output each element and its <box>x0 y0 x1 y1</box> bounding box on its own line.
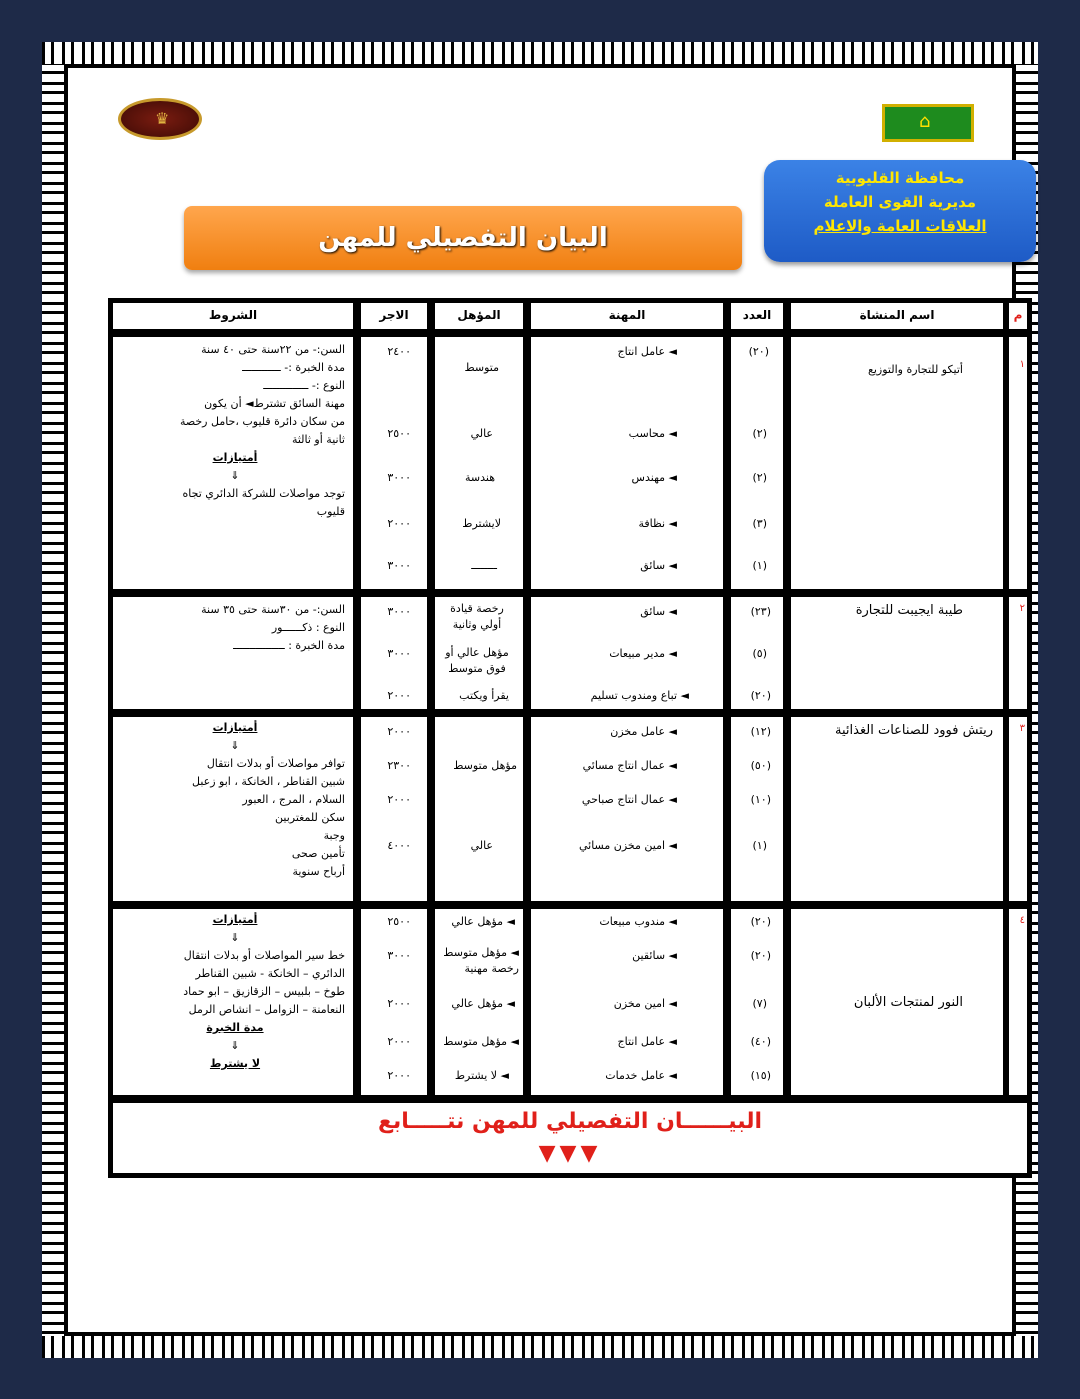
header-num: م <box>1007 301 1029 331</box>
qualification: متوسط <box>464 361 499 374</box>
qualification: لايشترط <box>462 517 501 530</box>
condition-line: من سكان دائرة قليوب ،حامل رخصة <box>179 415 345 428</box>
qualification: عالي <box>470 839 493 852</box>
salary-cell <box>359 595 429 711</box>
job-title: ◄ عامل انتاج <box>617 345 677 358</box>
company-num: ٤ <box>1019 915 1025 926</box>
company-name-cell <box>789 907 1005 1097</box>
footer-cell <box>111 1101 1029 1175</box>
qualification: هندسة <box>464 471 495 484</box>
company-num-cell <box>1007 715 1029 903</box>
condition-heading: لا يشترط <box>209 1057 261 1070</box>
page-title: البيان التفصيلي للمهن <box>318 223 608 253</box>
company-name: ريتش فوود للصناعات الغذائية <box>835 723 993 738</box>
company-num: ١ <box>1019 359 1025 370</box>
condition-line: مدة الخبرة : ــــــــــــــــ <box>233 639 345 652</box>
job-count: (١) <box>752 559 767 572</box>
condition-line: مدة الخبرة :- ــــــــــــ <box>242 361 345 374</box>
department-name: العلاقات العامة والاعلام <box>813 217 987 235</box>
salary: ٢٥٠٠ <box>387 427 411 440</box>
salary: ٢٠٠٠ <box>387 1035 411 1048</box>
conditions-cell <box>111 715 355 903</box>
company-name: طيبة ايجيبت للتجارة <box>855 603 963 618</box>
condition-line: تأمين صحى <box>291 847 345 860</box>
count-cell <box>729 335 785 591</box>
qualification: عالي <box>470 427 493 440</box>
eagle-icon: ♛ <box>155 109 170 128</box>
qualification: ◄ لا يشترط <box>454 1069 509 1082</box>
company-name: النور لمنتجات الألبان <box>853 995 963 1010</box>
header-company: اسم المنشاة <box>789 301 1005 331</box>
company-name-cell <box>789 715 1005 903</box>
job-count: (٧) <box>752 997 767 1010</box>
job-count: (١٠) <box>750 793 771 806</box>
jobs-table <box>108 298 1032 1178</box>
job-count: (١٥) <box>750 1069 771 1082</box>
down-arrow-icon: ⇓ <box>230 931 240 944</box>
qualification-cell <box>433 335 525 591</box>
title-banner <box>184 206 742 270</box>
job-title: ◄ مهندس <box>631 471 677 484</box>
directorate-box <box>764 160 1036 262</box>
company-num-cell <box>1007 907 1029 1097</box>
count-cell <box>729 715 785 903</box>
qualification: ◄ مؤهل عالي <box>451 915 515 928</box>
job-count: (٢٠) <box>750 915 771 928</box>
egypt-emblem-logo <box>118 98 202 140</box>
job-count: (٢٠) <box>748 345 769 358</box>
condition-line: أرباح سنوية <box>292 865 345 878</box>
job-title: ◄ عامل خدمات <box>605 1069 677 1082</box>
condition-line: ثانية أو ثالثة <box>291 433 345 446</box>
condition-line: النوع :- ــــــــــــــ <box>263 379 345 392</box>
condition-line: السلام ، المرج ، العبور <box>242 793 345 806</box>
salary: ٣٠٠٠ <box>387 605 411 618</box>
salary-cell <box>359 907 429 1097</box>
job-count: (٢) <box>752 471 767 484</box>
job-count: (١٢) <box>750 725 771 738</box>
down-arrow-icon: ⇓ <box>230 1039 240 1052</box>
job-title: ◄ سائق <box>640 559 677 572</box>
condition-line: النعامنة – الزوامل – انشاص الرمل <box>188 1003 345 1016</box>
qualification-cell <box>433 907 525 1097</box>
salary: ٣٠٠٠ <box>387 559 411 572</box>
governorate-name: محافظة القليوبية <box>835 169 965 187</box>
job-count: (٢٠) <box>750 689 771 702</box>
salary: ٣٠٠٠ <box>387 471 411 484</box>
qualification: ◄ مؤهل متوسط رخصة مهنية <box>443 946 519 975</box>
header-qualification: المؤهل <box>433 301 525 331</box>
conditions-cell <box>111 595 355 711</box>
job-title: ◄ محاسب <box>628 427 677 440</box>
conditions-cell <box>111 907 355 1097</box>
job-title: ◄ امين مخزن <box>613 997 677 1010</box>
condition-heading: أمتيازات <box>212 721 258 734</box>
job-count: (٢٠) <box>750 949 771 962</box>
salary: ٢٠٠٠ <box>387 517 411 530</box>
condition-line: توافر مواصلات أو بدلات انتقال <box>206 757 345 770</box>
condition-line: وجبة <box>323 829 345 842</box>
qualification-cell <box>433 715 525 903</box>
directorate-name: مديرية القوى العاملة <box>823 193 977 211</box>
qualification: ◄ مؤهل متوسط <box>443 1035 519 1048</box>
qualification: رخصة قيادة أولي وثانية <box>450 602 504 631</box>
count-cell <box>729 907 785 1097</box>
condition-line: قليوب <box>316 505 345 518</box>
salary: ٢٠٠٠ <box>387 1069 411 1082</box>
salary: ٢٤٠٠ <box>387 345 411 358</box>
job-count: (٥٠) <box>750 759 771 772</box>
salary: ٣٠٠٠ <box>387 647 411 660</box>
company-num: ٣ <box>1019 723 1025 734</box>
down-arrows-icon: ▼▼▼ <box>538 1141 602 1166</box>
page <box>42 42 1038 1358</box>
job-cell <box>529 595 725 711</box>
job-title: ◄ سائقين <box>632 949 677 962</box>
job-count: (٢) <box>752 427 767 440</box>
condition-heading: أمتيازات <box>212 451 258 464</box>
job-count: (٢٣) <box>750 605 771 618</box>
job-title: ◄ مدير مبيعات <box>609 647 677 660</box>
salary: ٢٠٠٠ <box>387 689 411 702</box>
down-arrow-icon: ⇓ <box>230 469 240 482</box>
job-title: ◄ تباع ومندوب تسليم <box>590 689 689 702</box>
condition-line: السن:- من ٢٢سنة حتى ٤٠ سنة <box>201 343 345 356</box>
header-count: العدد <box>729 301 785 331</box>
qualification: مؤهل متوسط <box>453 759 517 772</box>
qualification: ــــــــ <box>471 559 497 572</box>
header-conditions: الشروط <box>111 301 355 331</box>
salary: ٢٠٠٠ <box>387 793 411 806</box>
salary: ٢٥٠٠ <box>387 915 411 928</box>
job-count: (٥) <box>752 647 767 660</box>
salary-cell <box>359 335 429 591</box>
condition-line: السن:- من ٣٠سنة حتى ٣٥ سنة <box>201 603 345 616</box>
count-cell <box>729 595 785 711</box>
qualification-cell <box>433 595 525 711</box>
company-name-cell <box>789 335 1005 591</box>
content-area <box>64 64 1025 1336</box>
job-count: (٣) <box>752 517 767 530</box>
condition-line: مهنة السائق تشترط◄ أن يكون <box>204 397 345 410</box>
company-name: أتيكو للتجارة والتوزيع <box>868 363 963 376</box>
job-title: ◄ عامل مخزن <box>610 725 677 738</box>
condition-line: طوخ – بلبيس – الزقازيق – ابو حماد <box>183 985 345 998</box>
qualification: يقرأ ويكتب <box>459 689 509 702</box>
job-title: ◄ سائق <box>640 605 677 618</box>
condition-line: سكن للمغتربين <box>275 811 345 824</box>
job-title: ◄ مندوب مبيعات <box>599 915 677 928</box>
footer-title: البيــــــان التفصيلي للمهن نتـــــابع <box>377 1109 763 1134</box>
salary: ٣٠٠٠ <box>387 949 411 962</box>
salary: ٢٠٠٠ <box>387 725 411 738</box>
company-num-cell <box>1007 595 1029 711</box>
condition-line: شبين القناطر ، الخانكة ، ابو زعبل <box>192 775 345 788</box>
down-arrow-icon: ⇓ <box>230 739 240 752</box>
job-title: ◄ عمال انتاج صباحي <box>581 793 677 806</box>
condition-heading: مدة الخبرة <box>206 1021 264 1034</box>
condition-line: النوع : ذكــــــور <box>271 621 345 634</box>
job-cell <box>529 335 725 591</box>
salary: ٤٠٠٠ <box>387 839 411 852</box>
company-num: ٢ <box>1019 603 1025 614</box>
job-title: ◄ عامل انتاج <box>617 1035 677 1048</box>
company-num-cell <box>1007 335 1029 591</box>
header-job: المهنة <box>529 301 725 331</box>
job-title: ◄ عمال انتاج مسائي <box>582 759 677 772</box>
company-name-cell <box>789 595 1005 711</box>
job-count: (٤٠) <box>750 1035 771 1048</box>
job-cell <box>529 907 725 1097</box>
job-title: ◄ نظافة <box>638 517 677 530</box>
job-title: ◄ امين مخزن مسائي <box>578 839 677 852</box>
salary: ٢٣٠٠ <box>387 759 411 772</box>
condition-line: الدائري – الخانكة - شبين القناطر <box>195 967 345 980</box>
qalyubia-logo <box>882 104 974 142</box>
qualification: ◄ مؤهل عالي <box>451 997 515 1010</box>
salary: ٢٠٠٠ <box>387 997 411 1010</box>
header-salary: الاجر <box>359 301 429 331</box>
emblem-icon: ⌂ <box>919 111 931 132</box>
job-cell <box>529 715 725 903</box>
conditions-cell <box>111 335 355 591</box>
condition-line: توجد مواصلات للشركة الدائري تجاه <box>182 487 345 500</box>
salary-cell <box>359 715 429 903</box>
qualification: مؤهل عالي أو فوق متوسط <box>445 646 509 675</box>
condition-heading: أمتيازات <box>212 913 258 926</box>
condition-line: خط سير المواصلات أو بدلات انتقال <box>183 949 345 962</box>
job-count: (١) <box>752 839 767 852</box>
